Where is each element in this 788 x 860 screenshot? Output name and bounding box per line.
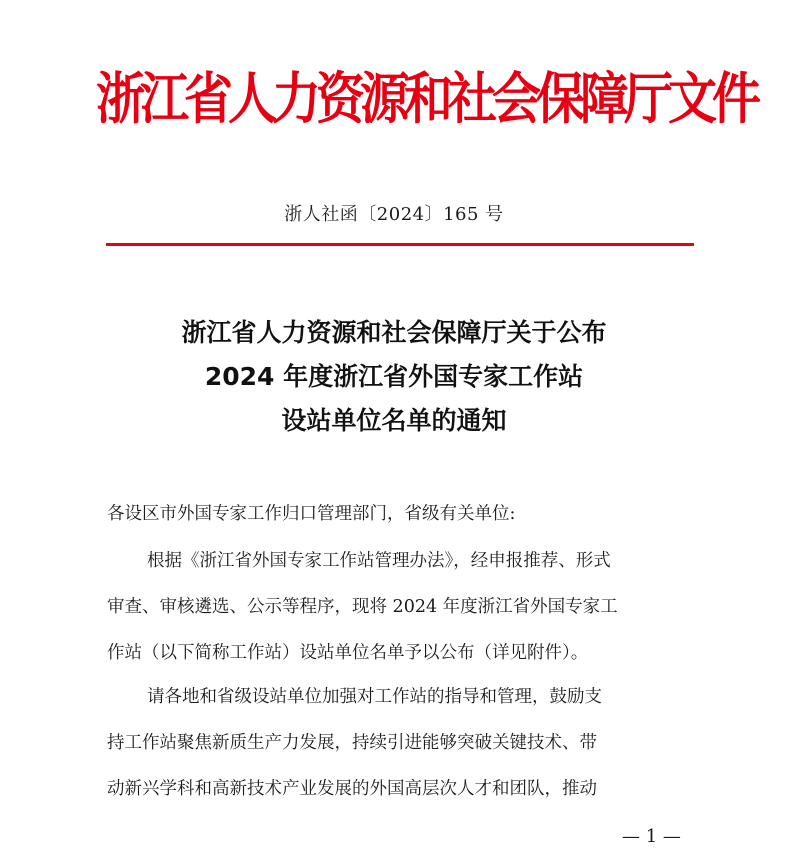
paragraph-1	[107, 538, 697, 676]
title-line-3: 设站单位名单的通知	[281, 406, 507, 435]
title-line-1: 浙江省人力资源和社会保障厅关于公布	[181, 318, 607, 347]
document-masthead: 浙江省人力资源和社会保障厅文件	[96, 66, 757, 132]
red-separator-line	[106, 243, 694, 246]
title-line-2: 2024 年度浙江省外国专家工作站	[204, 362, 584, 391]
document-title	[90, 311, 698, 443]
paragraph-line: 动新兴学科和高新技术产业发展的外国高层次人才和团队，推动	[107, 779, 597, 799]
paragraph-line: 根据《浙江省外国专家工作站管理办法》，经申报推荐、形式	[147, 551, 611, 571]
salutation: 各设区市外国专家工作归口管理部门，省级有关单位:	[107, 504, 516, 524]
paragraph-line: 请各地和省级设站单位加强对工作站的指导和管理，鼓励支	[147, 687, 602, 707]
paragraph-line: 审查、审核遴选、公示等程序，现将 2024 年度浙江省外国专家工	[107, 597, 618, 617]
document-number: 浙人社函〔2024〕165 号	[284, 204, 504, 225]
paragraph-2	[107, 674, 697, 812]
paragraph-line: 持工作站聚焦新质生产力发展，持续引进能够突破关键技术、带	[107, 733, 597, 753]
paragraph-line: 作站（以下简称工作站）设站单位名单予以公布（详见附件）。	[107, 643, 589, 663]
page-number: — 1 —	[622, 826, 681, 847]
